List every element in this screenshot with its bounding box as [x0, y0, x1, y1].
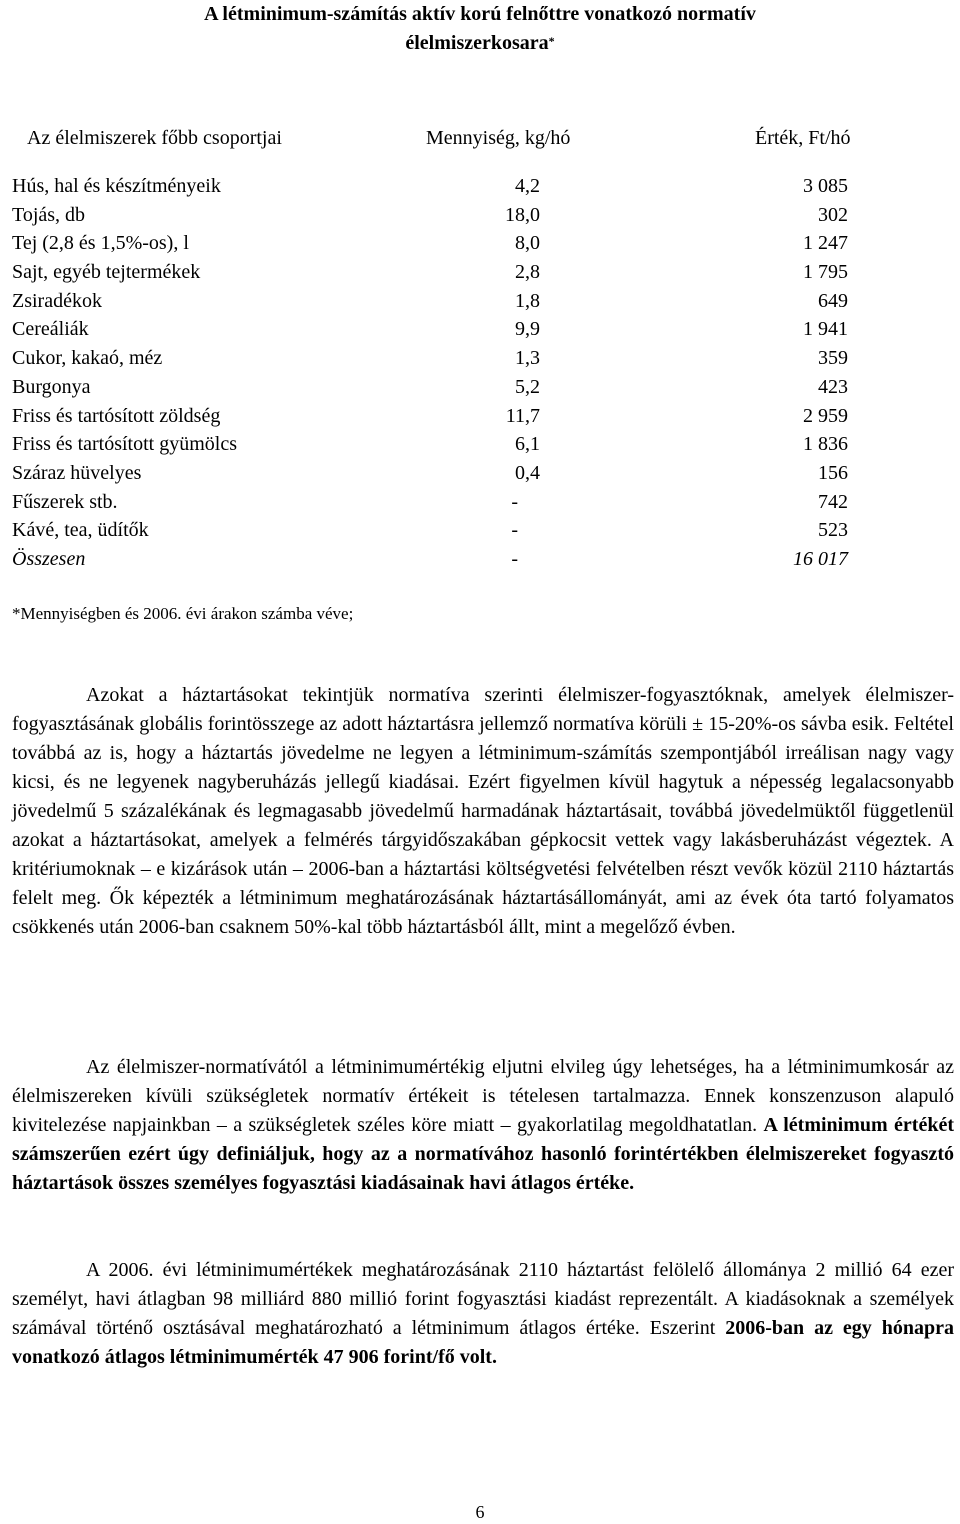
paragraph-1-text: Azokat a háztartásokat tekintjük normatíva szerinti élelmiszer-fogyasztóknak, amelyek élelmiszer-fogyasztásának globális forintösszege az adott háztartásra jellemző normatíva körüli ± 15-20%-os sávba esik. Feltétel továbbá az is, hogy a háztartás jövedelme ne legyen a létminimum-számítás szempontjából irreálisan nagy vagy kicsi, és ne legyenek nagyberuházás jellegű kiadásai. Ezért figyelmen kívül hagytuk a népesség legalacsonyabb jövedelmű 5 százalékának és legmagasabb jövedelmű harmadának háztartásait, továbbá jövedelmüktől függetlenül azokat a háztartásokat, amelyek a felmérés tárgyidőszakában gépkocsit vettek vagy lakásberuházást végeztek. A kritériumoknak – e kizárások után – 2006-ban a háztartási költségvetési felvételben részt vevők közül 2110 háztartás felelt meg. Ők képezték a létminimum meghatározásának háztartásállományát, ami az évek óta tartó folyamatos csökkenés után 2006-ban csaknem 50%-kal több háztartásból állt, mint a megelőző évben.	[12, 684, 954, 938]
cell-value: 359	[818, 347, 848, 370]
table-row	[0, 258, 960, 287]
title-footnote-mark: *	[548, 34, 555, 48]
paragraph-3-text: A 2006. évi létminimumértékek meghatározásának 2110 háztartást felölelő állománya 2 millió 64 ezer személyt, havi átlagban 98 milliárd 880 millió forint fogyasztási kiadást reprezentált. A kiadásoknak a személyek számával történő osztásával meghatározható a létminimum átlagos értéke. Eszerint	[12, 1259, 954, 1339]
cell-value: 742	[818, 490, 848, 513]
cell-group: Hús, hal és készítményeik	[12, 175, 221, 197]
cell-group: Cukor, kakaó, méz	[12, 347, 163, 370]
cell-value: 3 085	[803, 175, 848, 197]
cell-value: 1 941	[803, 318, 848, 341]
header-quantity: Mennyiség, kg/hó	[426, 127, 571, 149]
page-number: 6	[475, 1502, 485, 1522]
paragraph-2-bold: A létminimum értékét számszerűen ezért úgy definiáljuk, hogy az a normatívához hasonló forintértékben élelmiszereket fogyasztó háztartások összes személyes fogyasztási kiadásainak havi átlagos értéke.	[12, 1114, 955, 1194]
cell-quantity: 6,1	[515, 433, 540, 456]
cell-value: 302	[818, 203, 848, 226]
page-title	[0, 0, 960, 58]
cell-group: Zsiradékok	[12, 289, 102, 312]
table-row	[0, 344, 960, 373]
cell-group: Friss és tartósított gyümölcs	[12, 433, 237, 456]
cell-value: 1 247	[803, 232, 848, 255]
table-row	[0, 402, 960, 431]
total-label: Összesen	[12, 547, 86, 570]
cell-quantity: 1,3	[515, 347, 540, 370]
cell-group: Burgonya	[12, 375, 91, 398]
cell-value: 523	[818, 519, 848, 542]
food-basket-table	[0, 172, 960, 574]
cell-group: Tojás, db	[12, 203, 86, 226]
title-line-1: A létminimum-számítás aktív korú felnőttre vonatkozó normatív	[204, 3, 756, 25]
cell-value: 156	[818, 461, 848, 484]
table-row	[0, 516, 960, 545]
cell-group: Fűszerek stb.	[12, 490, 118, 513]
table-row	[0, 430, 960, 459]
cell-quantity: 1,8	[515, 289, 540, 312]
cell-quantity: 9,9	[515, 318, 540, 341]
title-line-2	[0, 29, 960, 58]
cell-quantity: 11,7	[505, 404, 540, 427]
cell-group: Tej (2,8 és 1,5%-os), l	[12, 232, 189, 255]
cell-quantity: 18,0	[505, 203, 540, 226]
table-row	[0, 373, 960, 402]
cell-quantity: 2,8	[515, 261, 540, 284]
cell-quantity: 0,4	[515, 461, 540, 484]
header-value: Érték, Ft/hó	[755, 127, 851, 149]
cell-group: Cereáliák	[12, 318, 89, 341]
total-value: 16 017	[793, 547, 848, 570]
cell-quantity: -	[511, 519, 518, 542]
cell-group: Friss és tartósított zöldség	[12, 404, 221, 427]
cell-group: Kávé, tea, üdítők	[12, 519, 149, 542]
paragraph-3	[12, 1256, 954, 1372]
cell-value: 1 795	[803, 261, 848, 284]
cell-group: Száraz hüvelyes	[12, 461, 142, 484]
table-row	[0, 488, 960, 517]
paragraph-1	[12, 681, 954, 942]
table-row	[0, 172, 960, 201]
total-quantity: -	[511, 547, 518, 570]
table-total-row	[0, 545, 960, 574]
title-line-2-text: élelmiszerkosara	[405, 32, 549, 54]
paragraph-2	[12, 1053, 954, 1198]
cell-quantity: 4,2	[515, 175, 540, 197]
cell-quantity: 8,0	[515, 232, 540, 255]
cell-value: 649	[818, 289, 848, 312]
table-row	[0, 229, 960, 258]
cell-quantity: -	[511, 490, 518, 513]
cell-group: Sajt, egyéb tejtermékek	[12, 261, 201, 284]
table-footnote: *Mennyiségben és 2006. évi árakon számba véve;	[12, 604, 354, 623]
paragraph-3-bold: 2006-ban az egy hónapra vonatkozó átlagos létminimumérték 47 906 forint/fő volt.	[12, 1317, 955, 1368]
header-groups: Az élelmiszerek főbb csoportjai	[27, 127, 282, 149]
cell-value: 1 836	[803, 433, 848, 456]
paragraph-2-text: Az élelmiszer-normatívától a létminimumértékig eljutni elvileg úgy lehetséges, ha a létminimumkosár az élelmiszereken kívüli szükségletek normatív értékeit is tételesen tartalmazza. Ennek konszenzuson alapuló kivitelezése napjainkban – a szükségletek széles köre miatt – gyakorlatilag megoldhatatlan.	[12, 1056, 954, 1136]
cell-quantity: 5,2	[515, 375, 540, 398]
table-row	[0, 315, 960, 344]
cell-value: 423	[818, 375, 848, 398]
table-row	[0, 459, 960, 488]
cell-value: 2 959	[803, 404, 848, 427]
table-row	[0, 287, 960, 316]
table-row	[0, 201, 960, 230]
